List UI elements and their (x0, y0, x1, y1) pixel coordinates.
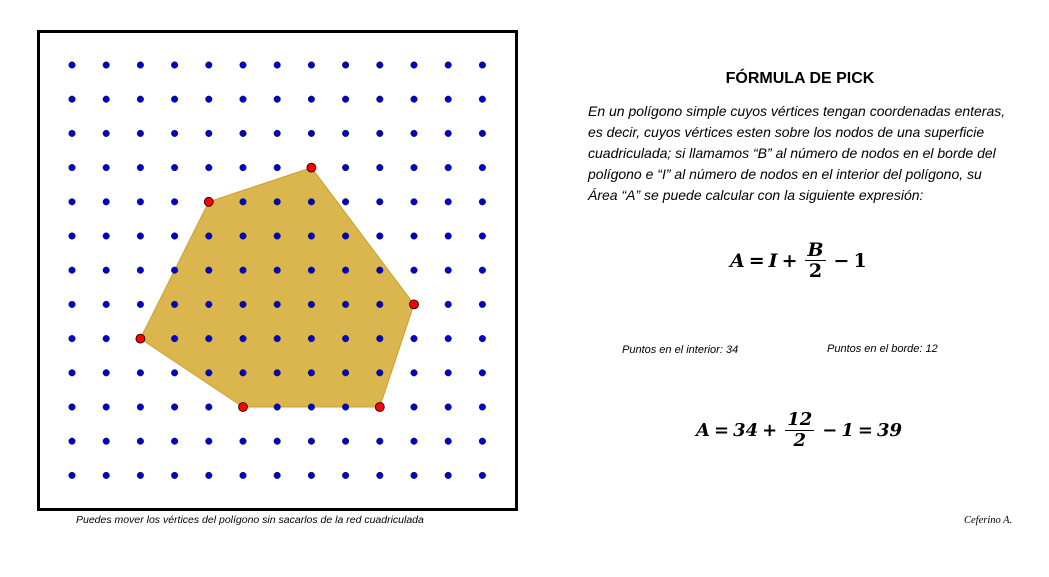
grid-node (308, 130, 315, 137)
grid-node (411, 233, 418, 240)
grid-node (69, 438, 76, 445)
grid-node (171, 130, 178, 137)
grid-node (411, 62, 418, 69)
result-numerator: 12 (787, 409, 813, 430)
grid-node (411, 267, 418, 274)
grid-node (274, 164, 281, 171)
grid-node (377, 199, 384, 206)
grid-node (479, 370, 486, 377)
grid-node (342, 96, 349, 103)
draggable-vertex[interactable] (307, 163, 316, 172)
grid-node (342, 370, 349, 377)
grid-node (377, 267, 384, 274)
result-equals-2: = (857, 420, 873, 441)
fraction-numerator: B (807, 239, 824, 261)
grid-node (308, 62, 315, 69)
grid-node (137, 199, 144, 206)
grid-node (342, 233, 349, 240)
grid-node (206, 370, 213, 377)
grid-node (171, 404, 178, 411)
grid-node (69, 130, 76, 137)
grid-node (69, 370, 76, 377)
description-line: En un polígono simple cuyos vértices tengan coordenadas enteras, (588, 103, 1006, 119)
grid-node (103, 370, 110, 377)
draggable-vertex[interactable] (136, 334, 145, 343)
grid-node (171, 233, 178, 240)
grid-node (445, 335, 452, 342)
grid-node (342, 164, 349, 171)
formula-interior-symbol: I (768, 249, 778, 272)
grid-node (479, 301, 486, 308)
grid-node (171, 164, 178, 171)
grid-node (479, 130, 486, 137)
result-plus: + (762, 420, 778, 441)
grid-node (479, 96, 486, 103)
formula-fraction (805, 240, 825, 281)
formula-area-symbol: A (730, 249, 745, 272)
grid-node (445, 404, 452, 411)
grid-node (308, 96, 315, 103)
grid-node (377, 438, 384, 445)
grid-node (137, 130, 144, 137)
grid-node (137, 62, 144, 69)
grid-node (274, 96, 281, 103)
grid-node (171, 472, 178, 479)
grid-node (377, 233, 384, 240)
grid-node (308, 438, 315, 445)
grid-node (411, 370, 418, 377)
grid-node (342, 438, 349, 445)
grid-node (445, 199, 452, 206)
grid-node (342, 335, 349, 342)
grid-node (377, 472, 384, 479)
board-caption: Puedes mover los vértices del polígono sin sacarlos de la red cuadriculada (76, 514, 424, 526)
draggable-vertex[interactable] (204, 197, 213, 206)
grid-node (69, 267, 76, 274)
description-line: polígono e “I” al número de nodos en el interior del polígono, su (588, 166, 982, 182)
grid-node (206, 472, 213, 479)
grid-node (171, 370, 178, 377)
grid-node (171, 438, 178, 445)
grid-node (206, 164, 213, 171)
grid-node (206, 404, 213, 411)
grid-node (342, 62, 349, 69)
grid-node (308, 199, 315, 206)
pick-formula (730, 240, 867, 281)
grid-node (342, 404, 349, 411)
grid-node (240, 96, 247, 103)
grid-node (240, 438, 247, 445)
grid-node (137, 472, 144, 479)
grid-node (69, 199, 76, 206)
formula-plus: + (781, 249, 798, 272)
draggable-vertex[interactable] (375, 403, 384, 412)
grid-node (274, 130, 281, 137)
grid-node (308, 233, 315, 240)
formula-minus: − (833, 249, 850, 272)
grid-node (411, 96, 418, 103)
grid-node (479, 267, 486, 274)
grid-node (342, 199, 349, 206)
grid-node (206, 130, 213, 137)
author-credit: Ceferino A. (964, 515, 1013, 526)
result-one: 1 (841, 420, 854, 441)
grid-node (171, 335, 178, 342)
grid-node (103, 62, 110, 69)
grid-node (69, 233, 76, 240)
description-line: es decir, cuyos vértices esten sobre los nodos de una superficie (588, 124, 985, 140)
grid-node (103, 267, 110, 274)
grid-node (445, 96, 452, 103)
grid-node (103, 301, 110, 308)
result-fraction (785, 410, 814, 451)
grid-node (342, 267, 349, 274)
grid-node (445, 233, 452, 240)
grid-node (411, 199, 418, 206)
grid-node (103, 335, 110, 342)
grid-node (137, 438, 144, 445)
grid-node (445, 472, 452, 479)
grid-node (206, 233, 213, 240)
grid-node (479, 62, 486, 69)
grid-node (206, 62, 213, 69)
grid-node (377, 164, 384, 171)
grid-node (377, 130, 384, 137)
grid-node (103, 164, 110, 171)
result-interior-value: 34 (733, 420, 759, 441)
grid-node (479, 335, 486, 342)
grid-node (479, 404, 486, 411)
grid-node (445, 370, 452, 377)
fraction-denominator: 2 (808, 260, 823, 282)
grid-node (377, 62, 384, 69)
interior-count: Puntos en el interior: 34 (622, 344, 739, 356)
grid-node (240, 62, 247, 69)
grid-node (171, 96, 178, 103)
grid-node (137, 164, 144, 171)
grid-node (240, 301, 247, 308)
grid-node (308, 404, 315, 411)
grid-node (274, 267, 281, 274)
grid-node (445, 164, 452, 171)
grid-node (240, 130, 247, 137)
grid-node (274, 233, 281, 240)
grid-node (411, 404, 418, 411)
grid-node (479, 199, 486, 206)
grid-node (445, 62, 452, 69)
geometry-board[interactable] (37, 30, 518, 511)
description-line: cuadriculada; si llamamos “B” al número de nodos en el borde del (588, 145, 996, 161)
grid-node (137, 96, 144, 103)
grid-node (240, 267, 247, 274)
grid-node (206, 267, 213, 274)
grid-node (411, 130, 418, 137)
grid-node (274, 62, 281, 69)
grid-node (240, 335, 247, 342)
grid-node (274, 335, 281, 342)
grid-node (274, 438, 281, 445)
grid-node (69, 335, 76, 342)
grid-node (479, 438, 486, 445)
lattice-grid[interactable] (37, 30, 518, 511)
grid-node (103, 233, 110, 240)
grid-node (411, 438, 418, 445)
grid-node (274, 370, 281, 377)
grid-node (171, 199, 178, 206)
grid-node (137, 370, 144, 377)
grid-node (377, 96, 384, 103)
grid-node (103, 404, 110, 411)
grid-node (103, 130, 110, 137)
grid-node (240, 370, 247, 377)
formula-equals: = (748, 249, 765, 272)
grid-node (308, 370, 315, 377)
grid-node (103, 438, 110, 445)
grid-node (206, 301, 213, 308)
result-minus: − (822, 420, 838, 441)
grid-node (137, 267, 144, 274)
grid-node (479, 164, 486, 171)
grid-node (69, 404, 76, 411)
grid-node (240, 164, 247, 171)
grid-node (411, 164, 418, 171)
grid-node (206, 96, 213, 103)
grid-node (445, 301, 452, 308)
border-count: Puntos en el borde: 12 (827, 343, 938, 355)
grid-node (445, 130, 452, 137)
grid-node (274, 472, 281, 479)
grid-node (69, 62, 76, 69)
grid-node (445, 267, 452, 274)
grid-node (103, 96, 110, 103)
grid-node (377, 335, 384, 342)
draggable-vertex[interactable] (410, 300, 419, 309)
grid-node (103, 472, 110, 479)
grid-node (103, 199, 110, 206)
grid-node (171, 62, 178, 69)
draggable-vertex[interactable] (239, 403, 248, 412)
grid-node (69, 96, 76, 103)
grid-node (206, 438, 213, 445)
grid-node (411, 472, 418, 479)
grid-node (69, 164, 76, 171)
grid-node (274, 199, 281, 206)
grid-node (377, 370, 384, 377)
grid-node (308, 267, 315, 274)
grid-node (171, 301, 178, 308)
grid-node (479, 233, 486, 240)
grid-node (137, 233, 144, 240)
grid-node (240, 472, 247, 479)
grid-node (274, 404, 281, 411)
grid-node (137, 301, 144, 308)
grid-node (240, 199, 247, 206)
result-denominator: 2 (793, 430, 807, 451)
area-result (696, 410, 902, 451)
result-area-value: 39 (877, 420, 903, 441)
grid-node (342, 130, 349, 137)
grid-node (377, 301, 384, 308)
grid-node (274, 301, 281, 308)
grid-node (308, 335, 315, 342)
grid-node (342, 472, 349, 479)
grid-node (308, 301, 315, 308)
page-title: FÓRMULA DE PICK (725, 70, 875, 87)
grid-node (171, 267, 178, 274)
grid-node (69, 472, 76, 479)
description (588, 101, 1018, 206)
formula-one: 1 (853, 249, 867, 272)
grid-node (411, 335, 418, 342)
grid-node (206, 335, 213, 342)
description-line: Área “A” se puede calcular con la siguiente expresión: (588, 187, 924, 203)
grid-node (137, 404, 144, 411)
grid-node (308, 472, 315, 479)
result-area-symbol: A (696, 420, 710, 441)
grid-node (445, 438, 452, 445)
grid-node (69, 301, 76, 308)
grid-node (240, 233, 247, 240)
grid-node (342, 301, 349, 308)
grid-node (479, 472, 486, 479)
result-equals: = (713, 420, 730, 441)
